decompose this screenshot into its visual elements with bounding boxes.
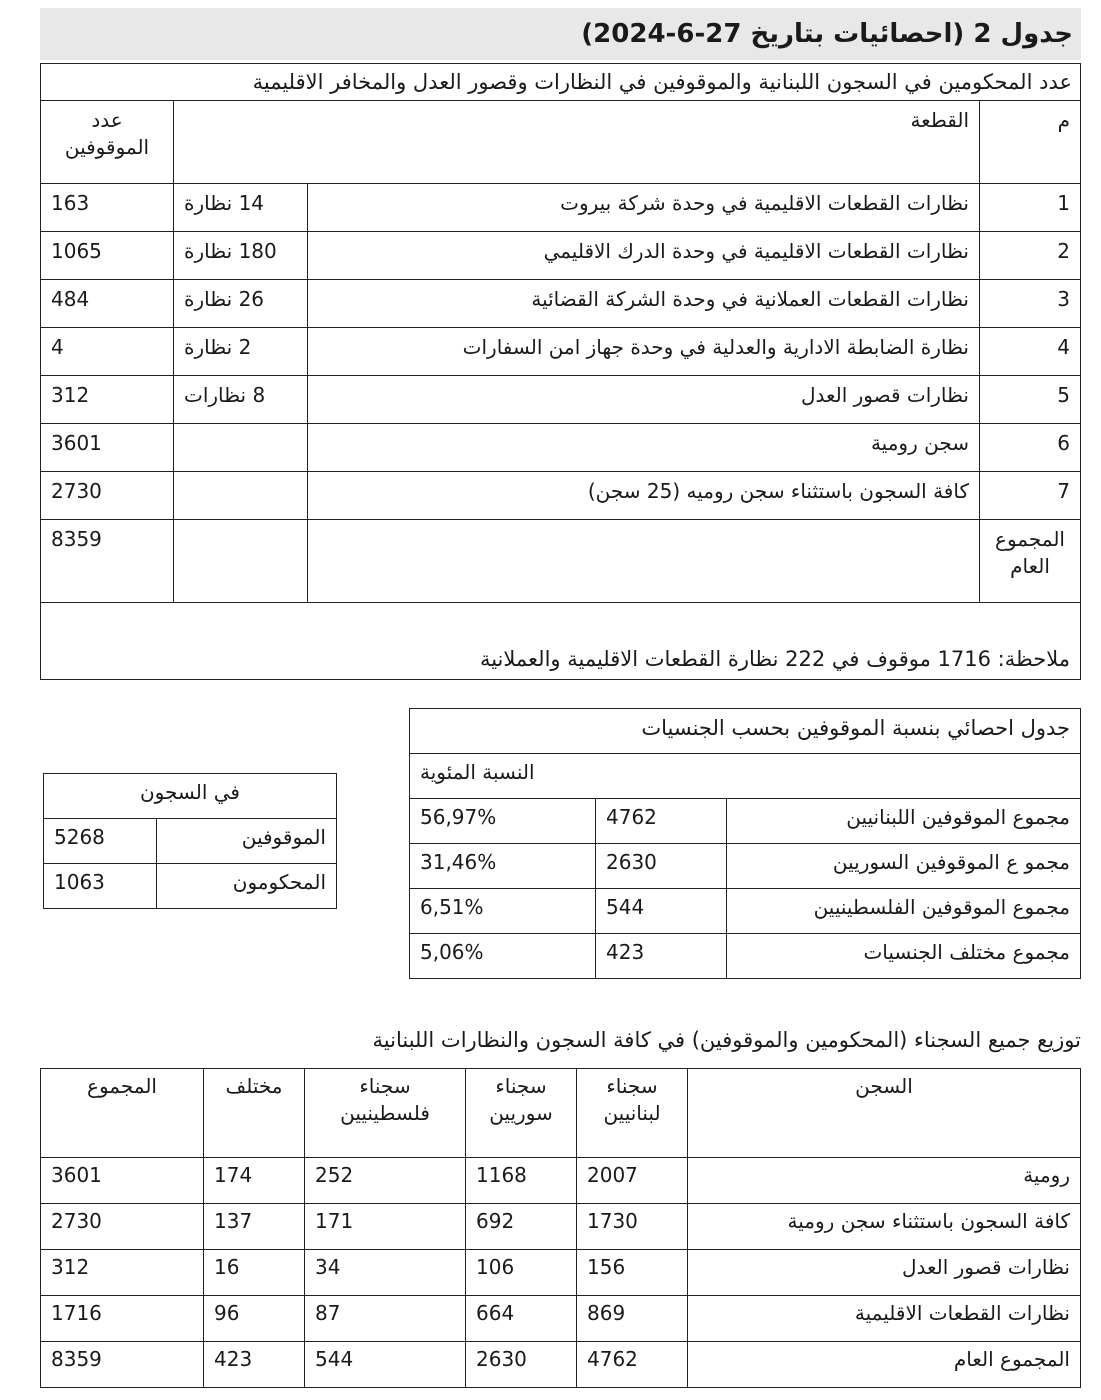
row-lebanese: 1730 bbox=[577, 1204, 688, 1250]
row-syrian: 2630 bbox=[466, 1342, 577, 1388]
row-count: 484 bbox=[41, 280, 174, 328]
distribution-table bbox=[40, 1068, 1081, 1388]
row-num: 7 bbox=[980, 472, 1081, 520]
row-count: 3601 bbox=[41, 424, 174, 472]
row-count: 4 bbox=[41, 328, 174, 376]
table-row bbox=[41, 1250, 1081, 1296]
row-total: 2730 bbox=[41, 1204, 204, 1250]
table-row bbox=[41, 328, 1081, 376]
row-other: 96 bbox=[204, 1296, 305, 1342]
row-percent: 5,06% bbox=[410, 934, 596, 979]
row-count: 544 bbox=[596, 889, 727, 934]
table-row bbox=[41, 472, 1081, 520]
column-header-lebanese: سجناء لبنانيين bbox=[577, 1069, 688, 1158]
table-row bbox=[410, 799, 1081, 844]
row-value: 5268 bbox=[44, 819, 157, 864]
table-row bbox=[410, 844, 1081, 889]
row-label: مجموع الموقوفين اللبنانيين bbox=[727, 799, 1081, 844]
row-syrian: 106 bbox=[466, 1250, 577, 1296]
row-percent: 56,97% bbox=[410, 799, 596, 844]
column-header-num: م bbox=[980, 101, 1081, 184]
table-row bbox=[41, 184, 1081, 232]
row-num: 5 bbox=[980, 376, 1081, 424]
row-detail: 26 نظارة bbox=[174, 280, 308, 328]
row-total: 312 bbox=[41, 1250, 204, 1296]
row-num: 6 bbox=[980, 424, 1081, 472]
row-detail: 8 نظارات bbox=[174, 376, 308, 424]
row-detail bbox=[174, 424, 308, 472]
row-count: 423 bbox=[596, 934, 727, 979]
row-value: 1063 bbox=[44, 864, 157, 909]
table-row bbox=[41, 1296, 1081, 1342]
row-section: نظارات قصور العدل bbox=[308, 376, 980, 424]
column-header-palestinian: سجناء فلسطينيين bbox=[305, 1069, 466, 1158]
row-label: الموقوفين bbox=[157, 819, 337, 864]
section-title: توزيع جميع السجناء (المحكومين والموقوفين) في كافة السجون والنظارات اللبنانية bbox=[372, 1028, 1081, 1052]
empty-cell bbox=[174, 520, 308, 603]
row-other: 174 bbox=[204, 1158, 305, 1204]
row-prison: كافة السجون باستثناء سجن رومية bbox=[688, 1204, 1081, 1250]
row-count: 4762 bbox=[596, 799, 727, 844]
row-syrian: 692 bbox=[466, 1204, 577, 1250]
row-palestinian: 171 bbox=[305, 1204, 466, 1250]
row-lebanese: 156 bbox=[577, 1250, 688, 1296]
table-row bbox=[41, 376, 1081, 424]
row-count: 312 bbox=[41, 376, 174, 424]
row-section: نظارات القطعات العملانية في وحدة الشركة القضائية bbox=[308, 280, 980, 328]
table-row bbox=[41, 1342, 1081, 1388]
row-total: 1716 bbox=[41, 1296, 204, 1342]
row-lebanese: 2007 bbox=[577, 1158, 688, 1204]
column-header-prison: السجن bbox=[688, 1069, 1081, 1158]
table-note: ملاحظة: 1716 موقوف في 222 نظارة القطعات الاقليمية والعملانية bbox=[41, 603, 1081, 680]
row-detail: 2 نظارة bbox=[174, 328, 308, 376]
row-section: نظارات القطعات الاقليمية في وحدة شركة بيروت bbox=[308, 184, 980, 232]
row-label: مجموع الموقوفين الفلسطينيين bbox=[727, 889, 1081, 934]
table-row bbox=[41, 424, 1081, 472]
row-syrian: 1168 bbox=[466, 1158, 577, 1204]
row-label: المحكومون bbox=[157, 864, 337, 909]
total-row bbox=[41, 520, 1081, 603]
table-row bbox=[41, 1204, 1081, 1250]
row-num: 2 bbox=[980, 232, 1081, 280]
row-other: 137 bbox=[204, 1204, 305, 1250]
row-lebanese: 869 bbox=[577, 1296, 688, 1342]
total-count: 8359 bbox=[41, 520, 174, 603]
row-detail bbox=[174, 472, 308, 520]
row-percent: 6,51% bbox=[410, 889, 596, 934]
row-palestinian: 544 bbox=[305, 1342, 466, 1388]
column-header-count: عدد الموقوفين bbox=[41, 101, 174, 184]
row-prison: نظارات قصور العدل bbox=[688, 1250, 1081, 1296]
table-caption: جدول احصائي بنسبة الموقوفين بحسب الجنسيات bbox=[410, 709, 1081, 754]
column-header-syrian: سجناء سوريين bbox=[466, 1069, 577, 1158]
table-row bbox=[44, 864, 337, 909]
prisons-table bbox=[43, 773, 337, 909]
row-syrian: 664 bbox=[466, 1296, 577, 1342]
table-row bbox=[410, 934, 1081, 979]
row-label: مجمو ع الموقوفين السوريين bbox=[727, 844, 1081, 889]
row-detail: 14 نظارة bbox=[174, 184, 308, 232]
table-caption: في السجون bbox=[44, 774, 337, 819]
detainees-table bbox=[40, 63, 1081, 680]
percent-header: النسبة المئوية bbox=[410, 754, 1081, 799]
empty-cell bbox=[308, 520, 980, 603]
row-prison: المجموع العام bbox=[688, 1342, 1081, 1388]
total-label: المجموع العام bbox=[980, 520, 1081, 603]
row-count: 1065 bbox=[41, 232, 174, 280]
row-palestinian: 87 bbox=[305, 1296, 466, 1342]
row-detail: 180 نظارة bbox=[174, 232, 308, 280]
row-lebanese: 4762 bbox=[577, 1342, 688, 1388]
row-palestinian: 252 bbox=[305, 1158, 466, 1204]
table-row bbox=[41, 1158, 1081, 1204]
row-num: 4 bbox=[980, 328, 1081, 376]
row-section: كافة السجون باستثناء سجن روميه (25 سجن) bbox=[308, 472, 980, 520]
row-other: 16 bbox=[204, 1250, 305, 1296]
table-row bbox=[41, 280, 1081, 328]
column-header-total: المجموع bbox=[41, 1069, 204, 1158]
row-percent: 31,46% bbox=[410, 844, 596, 889]
column-header-section: القطعة bbox=[174, 101, 980, 184]
row-other: 423 bbox=[204, 1342, 305, 1388]
row-section: نظارات القطعات الاقليمية في وحدة الدرك الاقليمي bbox=[308, 232, 980, 280]
table-row bbox=[410, 889, 1081, 934]
row-section: نظارة الضابطة الادارية والعدلية في وحدة جهاز امن السفارات bbox=[308, 328, 980, 376]
row-num: 3 bbox=[980, 280, 1081, 328]
row-count: 2630 bbox=[596, 844, 727, 889]
row-total: 8359 bbox=[41, 1342, 204, 1388]
page-title: جدول 2 (احصائيات بتاريخ 27-6-2024) bbox=[40, 8, 1081, 60]
row-total: 3601 bbox=[41, 1158, 204, 1204]
table-row bbox=[44, 819, 337, 864]
row-palestinian: 34 bbox=[305, 1250, 466, 1296]
row-count: 2730 bbox=[41, 472, 174, 520]
row-label: مجموع مختلف الجنسيات bbox=[727, 934, 1081, 979]
row-section: سجن رومية bbox=[308, 424, 980, 472]
row-prison: نظارات القطعات الاقليمية bbox=[688, 1296, 1081, 1342]
table-caption: عدد المحكومين في السجون اللبنانية والموقوفين في النظارات وقصور العدل والمخافر الاقليمية bbox=[41, 64, 1081, 101]
row-count: 163 bbox=[41, 184, 174, 232]
row-prison: رومية bbox=[688, 1158, 1081, 1204]
table-row bbox=[41, 232, 1081, 280]
row-num: 1 bbox=[980, 184, 1081, 232]
column-header-other: مختلف bbox=[204, 1069, 305, 1158]
nationalities-table bbox=[409, 708, 1081, 979]
